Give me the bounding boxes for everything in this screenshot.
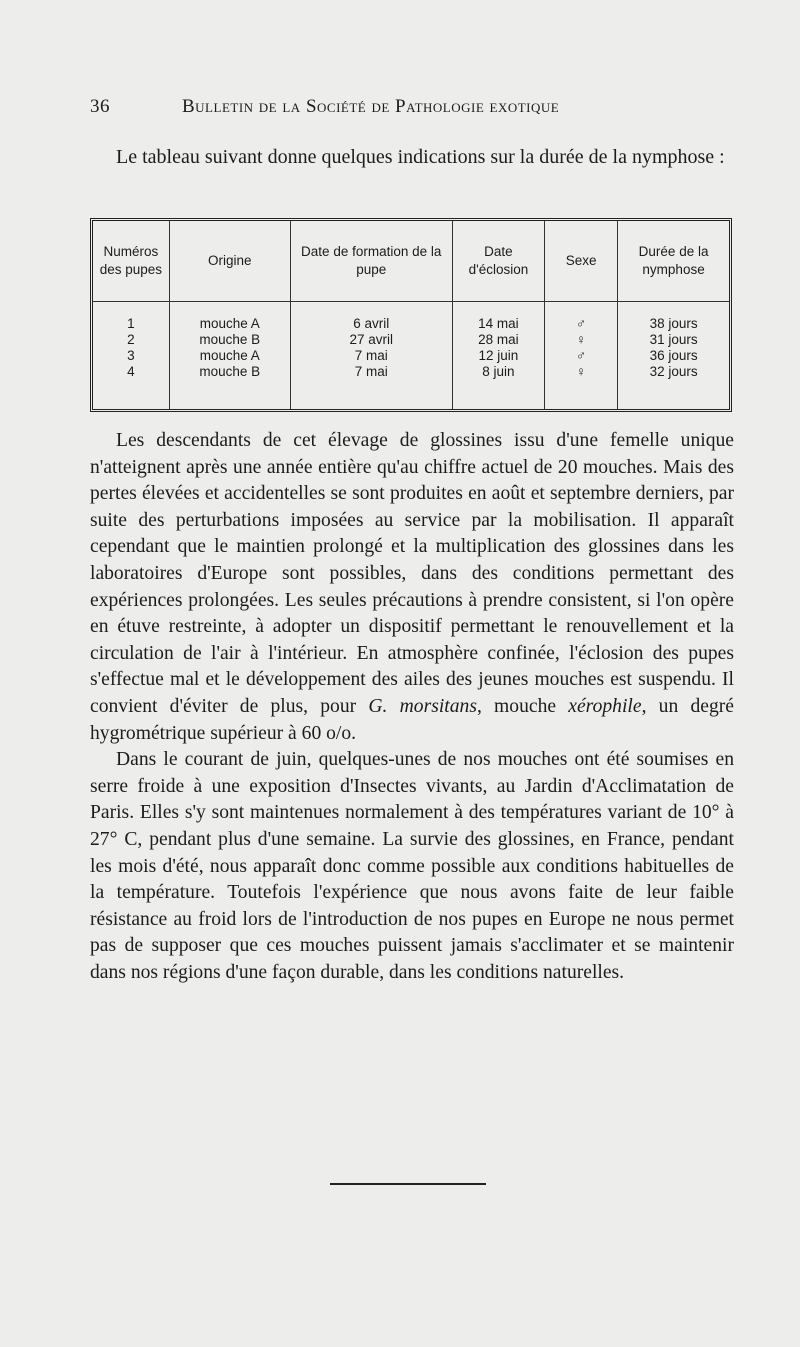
intro-sentence: Le tableau suivant donne quelques indications sur la durée de la nymphose : [116,146,725,168]
paragraph-text: , un degré hygrométrique supérieur à 60 o/o. [90,695,734,744]
table-body-row [93,302,729,410]
table-cell: 12 juin [478,348,519,363]
column-sexe [545,302,618,410]
table-cell: 27 avril [349,332,393,347]
sex-symbol: ♀ [576,364,587,379]
header-duree: Durée de la nymphose [618,221,729,302]
table-cell: 32 jours [649,364,698,379]
species-name: G. morsitans [368,695,477,717]
column-date-eclosion [452,302,544,410]
table-cell: 2 [127,332,135,347]
column-origine [169,302,290,410]
sex-symbol: ♂ [576,316,587,331]
table-cell: mouche B [199,364,261,379]
table-header-row [93,221,729,302]
paragraph-text: , mouche [476,695,557,717]
header-origine: Origine [169,221,290,302]
header-date-formation: Date de formation de la pupe [290,221,452,302]
table-cell: 7 mai [354,348,388,363]
paragraph-rearing [90,428,734,747]
closing-rule [330,1183,486,1185]
table-cell: 4 [127,364,135,379]
table-cell: mouche A [199,348,260,363]
table-cell: 1 [127,316,135,331]
column-numero [93,302,169,410]
term-xerophile: xérophile [568,695,642,717]
table-cell: 7 mai [354,364,388,379]
table-cell: 14 mai [478,316,519,331]
table-cell: 36 jours [649,348,698,363]
running-title: Bulletin de la Société de Pathologie exotique [182,96,560,117]
table-cell: 6 avril [353,316,390,331]
table-cell: 8 juin [482,364,515,379]
table-cell: 28 mai [478,332,519,347]
table-cell: 38 jours [649,316,698,331]
table-cell: mouche A [199,316,260,331]
body-text [90,428,734,986]
page-number: 36 [90,96,110,117]
sex-symbol: ♀ [576,332,587,347]
sex-symbol: ♂ [576,348,587,363]
column-date-formation [290,302,452,410]
header-sexe: Sexe [545,221,618,302]
table-cell: mouche B [199,332,261,347]
paragraph-text: Les descendants de cet élevage de glossines issu d'une femelle unique n'atteignent après une année entière qu'au chiffre actuel de 20 mouches. Mais des pertes élevées et accidentelles se sont produites en août et septembre derniers, par suite des perturbations imposées au service par la mobilisation. Il apparaît cependant que le maintien prolongé et la multiplication des glossines dans les laboratoires d'Europe sont possibles, dans des conditions permettant des expériences prolongées. Les seules précautions à prendre consistent, si l'on opère en étuve restreinte, à adopter un dispositif permettant le renouvellement et la circulation de l'air à l'intérieur. En atmosphère confinée, l'éclosion des pupes s'effectue mal et le développement des ailes des jeunes mouches est suspendu. Il convient d'éviter de plus, pour [90,430,734,717]
nymphose-table [90,218,732,412]
paragraph-acclimatation: Dans le courant de juin, quelques-unes de nos mouches ont été soumises en serre froide à une exposition d'Insectes vivants, au Jardin d'Acclimatation de Paris. Elles s'y sont maintenues normalement à des températures variant de 10° à 27° C, pendant plus d'une semaine. La survie des glossines, en France, pendant les mois d'été, nous apparaît donc comme possible aux conditions habituelles de la température. Toutefois l'expérience que nous avons faite de leur faible résistance au froid lors de l'introduction de nos pupes en Europe ne nous permet pas de supposer que ces mouches puissent jamais s'acclimater et se maintenir dans nos régions d'une façon durable, dans les conditions naturelles. [90,749,734,983]
header-numero: Numéros des pupes [93,221,169,302]
header-date-eclosion: Date d'éclosion [452,221,544,302]
column-duree [618,302,729,410]
table-cell: 31 jours [649,332,698,347]
table-cell: 3 [127,348,135,363]
